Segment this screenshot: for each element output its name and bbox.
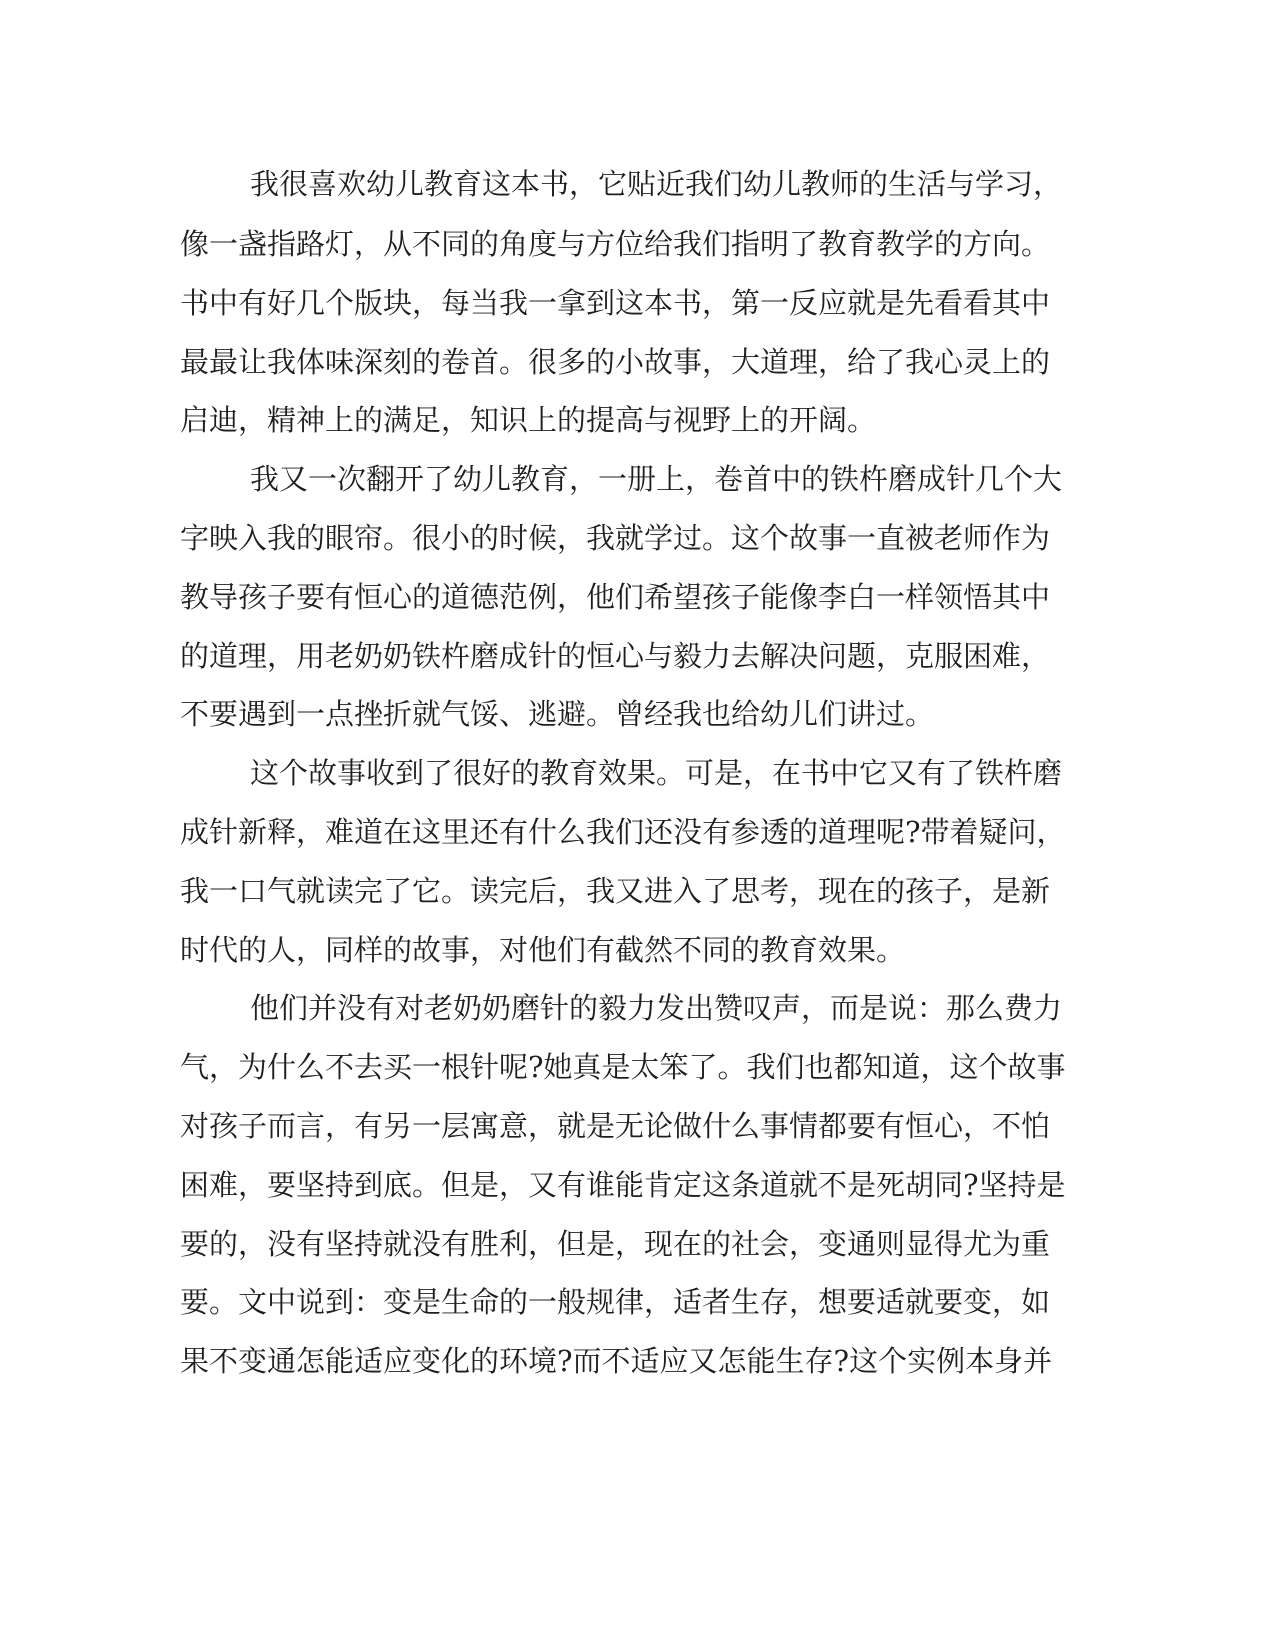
line-text: 时代的人，同样的故事，对他们有截然不同的教育效果。 [180,933,906,967]
line-text: 气，为什么不去买一根针呢?她真是太笨了。我们也都知道，这个故事 [180,1050,1066,1084]
line-text: 这个故事收到了很好的教育效果。可是，在书中它又有了铁杵磨 [250,756,1063,790]
line-text: 我一口气就读完了它。读完后，我又进入了思考，现在的孩子，是新 [180,874,1051,908]
line-text: 成针新释，难道在这里还有什么我们还没有参透的道理呢?带着疑问， [180,815,1066,849]
line-text: 要。文中说到：变是生命的一般规律，适者生存，想要适就要变，如 [180,1285,1051,1319]
line-text: 我又一次翻开了幼儿教育，一册上，卷首中的铁杵磨成针几个大 [250,462,1063,496]
line-text: 的道理，用老奶奶铁杵磨成针的恒心与毅力去解决问题，克服困难， [180,639,1051,673]
line-text: 困难，要坚持到底。但是，又有谁能肯定这条道就不是死胡同?坚持是 [180,1168,1066,1202]
line-text: 书中有好几个版块，每当我一拿到这本书，第一反应就是先看看其中 [180,286,1051,320]
line-text: 对孩子而言，有另一层寓意，就是无论做什么事情都要有恒心，不怕 [180,1109,1051,1143]
line-text: 像一盏指路灯，从不同的角度与方位给我们指明了教育教学的方向。 [180,227,1051,261]
line-text: 启迪，精神上的满足，知识上的提高与视野上的开阔。 [180,403,877,437]
line-text: 教导孩子要有恒心的道德范例，他们希望孩子能像李白一样领悟其中 [180,580,1051,614]
line-text: 不要遇到一点挫折就气馁、逃避。曾经我也给幼儿们讲过。 [180,697,935,731]
line-text: 字映入我的眼帘。很小的时候，我就学过。这个故事一直被老师作为 [180,521,1051,555]
line-text: 果不变通怎能适应变化的环境?而不适应又怎能生存?这个实例本身并 [180,1344,1053,1378]
line-text: 最最让我体味深刻的卷首。很多的小故事，大道理，给了我心灵上的 [180,345,1051,379]
line-text: 他们并没有对老奶奶磨针的毅力发出赞叹声，而是说：那么费力 [250,991,1063,1025]
line-text: 要的，没有坚持就没有胜利，但是，现在的社会，变通则显得尤为重 [180,1227,1051,1261]
line-text: 我很喜欢幼儿教育这本书，它贴近我们幼儿教师的生活与学习， [250,167,1063,201]
